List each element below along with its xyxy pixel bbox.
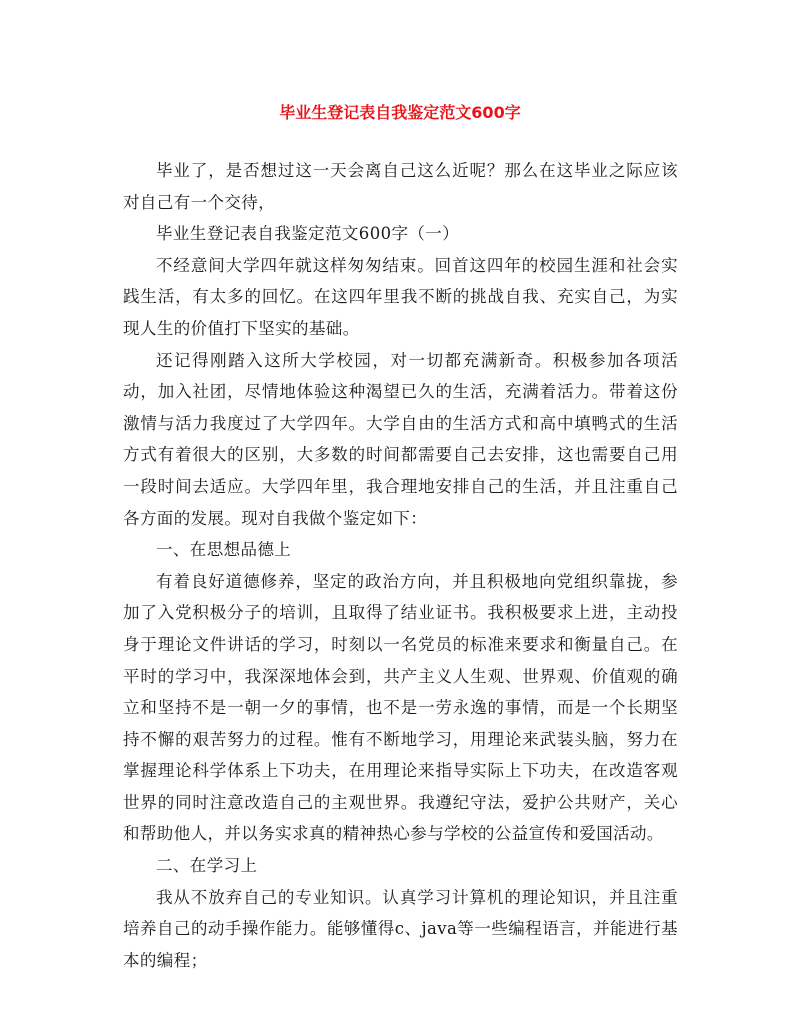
document-title: 毕业生登记表自我鉴定范文600字 <box>279 103 521 122</box>
body-paragraph: 不经意间大学四年就这样匆匆结束。回首这四年的校园生涯和社会实践生活，有太多的回忆。在这四年里我不断的挑战自我、充实自己，为实现人生的价值打下坚实的基础。 <box>123 255 678 338</box>
section-subtitle: 毕业生登记表自我鉴定范文600字（一） <box>156 224 460 244</box>
body-paragraph: 有着良好道德修养，坚定的政治方向，并且积极地向党组织靠拢，参加了入党积极分子的培训，且取得了结业证书。我积极要求上进，主动投身于理论文件讲话的学习，时刻以一名党员的标准来要求和衡量自己。在平时的学习中，我深深地体会到，共产主义人生观、世界观、价值观的确立和坚持不是一朝一夕的事情，也不是一劳永逸的事情，而是一个长期坚持不懈的艰苦努力的过程。惟有不断地学习，用理论来武装头脑，努力在掌握理论科学体系上下功夫，在用理论来指导实际上下功夫，在改造客观世界的同时注意改造自己的主观世界。我遵纪守法，爱护公共财产，关心和帮助他人，并以务实求真的精神热心参与学校的公益宣传和爱国活动。 <box>123 571 678 844</box>
intro-paragraph: 毕业了，是否想过这一天会离自己这么近呢？那么在这毕业之际应该对自己有一个交待， <box>123 161 678 212</box>
section-heading: 一、在思想品德上 <box>156 540 292 560</box>
body-paragraph: 还记得刚踏入这所大学校园，对一切都充满新奇。积极参加各项活动，加入社团，尽情地体验这种渴望已久的生活，充满着活力。带着这份激情与活力我度过了大学四年。大学自由的生活方式和高中填鸭式的生活方式有着很大的区别，大多数的时间都需要自己去安排，这也需要自己用一段时间去适应。大学四年里，我合理地安排自己的生活，并且注重自己各方面的发展。现对自我做个鉴定如下： <box>123 350 678 528</box>
section-heading: 二、在学习上 <box>156 856 258 876</box>
document-body <box>123 155 678 976</box>
body-paragraph: 我从不放弃自己的专业知识。认真学习计算机的理论知识，并且注重培养自己的动手操作能力。能够懂得c、java等一些编程语言，并能进行基本的编程； <box>123 887 678 970</box>
